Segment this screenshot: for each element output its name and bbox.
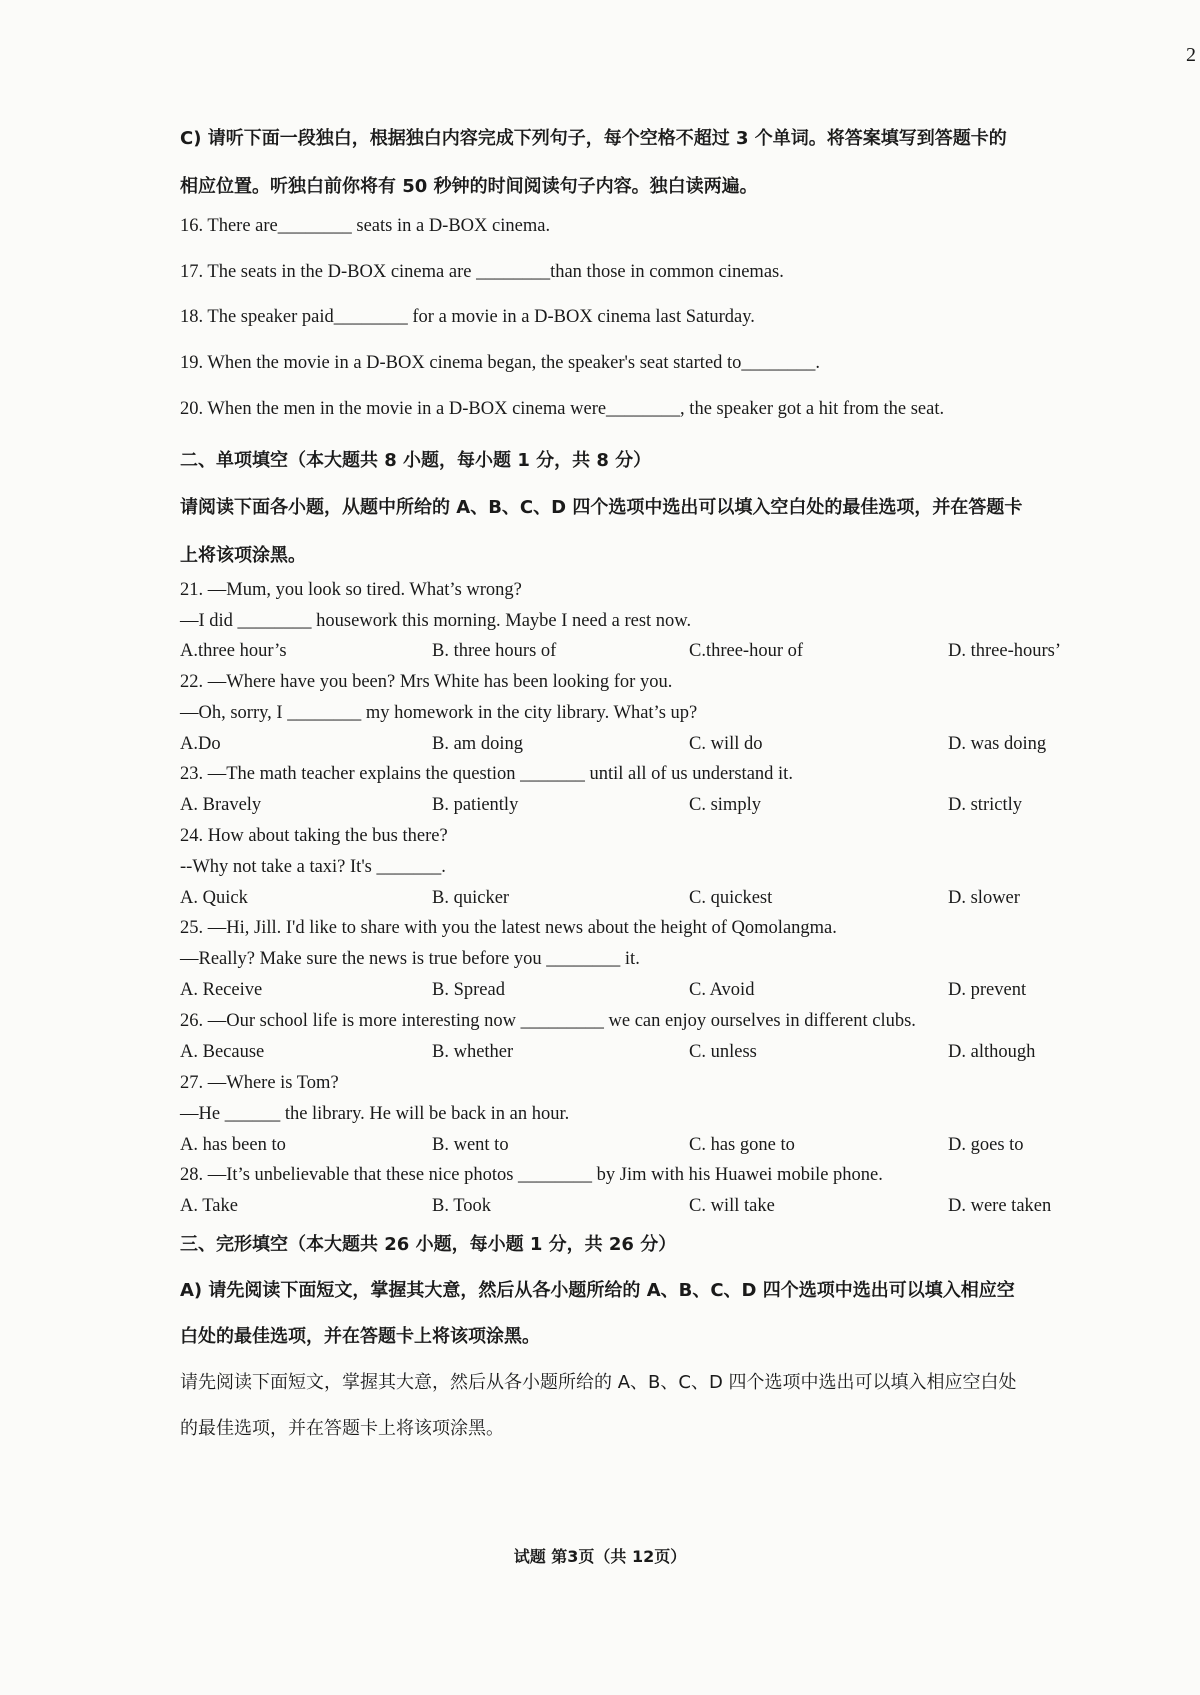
q28-option-d: D. were taken xyxy=(948,1196,1052,1216)
part-2-heading: 二、单项填空（本大题共 8 小题，每小题 1 分，共 8 分） xyxy=(180,450,652,471)
question-24-line-2: --Why not take a taxi? It's _______. xyxy=(180,857,446,877)
question-28-line-1: 28. —It’s unbelievable that these nice photos ________ by Jim with his Huawei mobile phone. xyxy=(180,1165,883,1185)
q27-option-c: C. has gone to xyxy=(689,1135,795,1155)
question-20: 20. When the men in the movie in a D-BOX cinema were________, the speaker got a hit from the seat. xyxy=(180,399,945,419)
part-3-a-instruction-2: 白处的最佳选项，并在答题卡上将该项涂黑。 xyxy=(180,1326,540,1347)
question-17: 17. The seats in the D-BOX cinema are ________than those in common cinemas. xyxy=(180,262,784,282)
part-3-a-instruction-1: A) 请先阅读下面短文，掌握其大意，然后从各小题所给的 A、B、C、D 四个选项中选出可以填入相应空 xyxy=(180,1280,1015,1301)
q23-option-d: D. strictly xyxy=(948,795,1022,815)
question-27-line-2: —He ______ the library. He will be back in an hour. xyxy=(180,1104,570,1124)
part-2-instruction-2: 上将该项涂黑。 xyxy=(180,545,306,566)
q26-option-c: C. unless xyxy=(689,1042,757,1062)
question-25-line-1: 25. —Hi, Jill. I'd like to share with you the latest news about the height of Qomolangma. xyxy=(180,918,837,938)
question-26-line-1: 26. —Our school life is more interesting now _________ we can enjoy ourselves in different clubs. xyxy=(180,1011,916,1031)
q22-option-d: D. was doing xyxy=(948,734,1047,754)
question-22-line-2: —Oh, sorry, I ________ my homework in the city library. What’s up? xyxy=(180,703,698,723)
q26-option-b: B. whether xyxy=(432,1042,514,1062)
q27-option-a: A. has been to xyxy=(180,1135,286,1155)
page-footer: 试题 第3页（共 12页） xyxy=(513,1547,687,1566)
q28-option-c: C. will take xyxy=(689,1196,775,1216)
q24-option-b: B. quicker xyxy=(432,888,510,908)
question-24-line-1: 24. How about taking the bus there? xyxy=(180,826,448,846)
question-18: 18. The speaker paid________ for a movie in a D-BOX cinema last Saturday. xyxy=(180,307,755,327)
q28-option-a: A. Take xyxy=(180,1196,238,1216)
q26-option-d: D. although xyxy=(948,1042,1036,1062)
part-3-passage-instruction-1: 请先阅读下面短文，掌握其大意，然后从各小题所给的 A、B、C、D 四个选项中选出可以填入相应空白处 xyxy=(180,1372,1017,1393)
question-27-line-1: 27. —Where is Tom? xyxy=(180,1073,339,1093)
q24-option-a: A. Quick xyxy=(180,888,248,908)
q22-option-c: C. will do xyxy=(689,734,763,754)
q23-option-c: C. simply xyxy=(689,795,761,815)
q24-option-d: D. slower xyxy=(948,888,1020,908)
q26-option-a: A. Because xyxy=(180,1042,265,1062)
q25-option-a: A. Receive xyxy=(180,980,263,1000)
question-21-line-2: —I did ________ housework this morning. Maybe I need a rest now. xyxy=(180,611,692,631)
question-16: 16. There are________ seats in a D-BOX cinema. xyxy=(180,216,551,236)
part-2-instruction-1: 请阅读下面各小题，从题中所给的 A、B、C、D 四个选项中选出可以填入空白处的最佳选项，并在答题卡 xyxy=(180,497,1023,518)
question-22-line-1: 22. —Where have you been? Mrs White has been looking for you. xyxy=(180,672,673,692)
q21-option-d: D. three-hours’ xyxy=(948,641,1062,661)
q25-option-b: B. Spread xyxy=(432,980,505,1000)
part-3-passage-instruction-2: 的最佳选项，并在答题卡上将该项涂黑。 xyxy=(180,1418,504,1439)
q27-option-b: B. went to xyxy=(432,1135,509,1155)
q24-option-c: C. quickest xyxy=(689,888,773,908)
q21-option-b: B. three hours of xyxy=(432,641,557,661)
part-3-heading: 三、完形填空（本大题共 26 小题，每小题 1 分，共 26 分） xyxy=(180,1234,677,1255)
q23-option-a: A. Bravely xyxy=(180,795,262,815)
question-21-line-1: 21. —Mum, you look so tired. What’s wrong? xyxy=(180,580,522,600)
question-23-line-1: 23. —The math teacher explains the question _______ until all of us understand it. xyxy=(180,764,793,784)
section-c-instruction-1: C) 请听下面一段独白，根据独白内容完成下列句子，每个空格不超过 3 个单词。将答案填写到答题卡的 xyxy=(180,128,1007,149)
q23-option-b: B. patiently xyxy=(432,795,519,815)
question-19: 19. When the movie in a D-BOX cinema began, the speaker's seat started to________. xyxy=(180,353,821,373)
section-c-instruction-2: 相应位置。听独白前你将有 50 秒钟的时间阅读句子内容。独白读两遍。 xyxy=(180,176,758,197)
q25-option-d: D. prevent xyxy=(948,980,1027,1000)
q28-option-b: B. Took xyxy=(432,1196,492,1216)
q21-option-c: C.three-hour of xyxy=(689,641,804,661)
q25-option-c: C. Avoid xyxy=(689,980,755,1000)
question-25-line-2: —Really? Make sure the news is true before you ________ it. xyxy=(180,949,640,969)
q21-option-a: A.three hour’s xyxy=(180,641,287,661)
page-corner-number: 2 xyxy=(1186,44,1196,66)
q22-option-a: A.Do xyxy=(180,734,221,754)
q22-option-b: B. am doing xyxy=(432,734,523,754)
q27-option-d: D. goes to xyxy=(948,1135,1024,1155)
